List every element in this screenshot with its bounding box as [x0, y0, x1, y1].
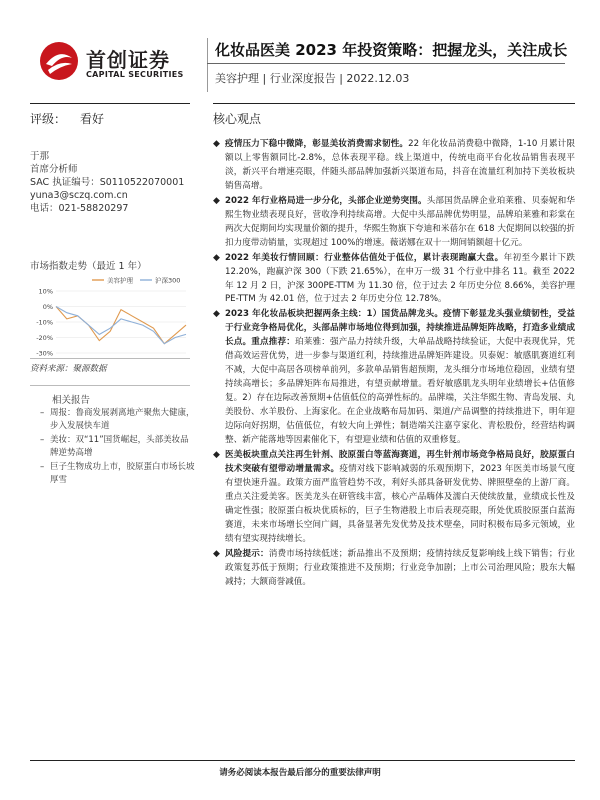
chart-ytick-label: -20% [36, 334, 53, 342]
paragraph-lead: 风险提示： [225, 548, 269, 559]
footer-disclaimer: 请务必阅读本报告最后部分的重要法律声明 [219, 768, 381, 778]
logo-en-text: CAPITAL SECURITIES [86, 70, 184, 79]
core-paragraph [213, 308, 575, 448]
right-header-rule [213, 103, 575, 104]
rating-label: 评级： [30, 112, 67, 126]
paragraph-lead: 2023 年化妆品板块把握两条主线：1）国货品牌龙头。疫情下彰显龙头强业绩韧性，受益于行业竞争格局优化，头部品牌市场地位得到加强，持续推进品牌矩阵战略，打造多业绩成长点。重点推荐： [225, 309, 575, 348]
chart-ytick-label: 10% [38, 287, 53, 296]
company-logo [38, 40, 198, 86]
analyst-phone: 电话：021-58820297 [30, 203, 129, 214]
core-paragraph [213, 138, 575, 194]
logo-emblem-icon [38, 40, 80, 82]
paragraph-lead: 医美板块重点关注再生针剂、胶原蛋白等蓝海赛道，再生针剂市场竞争格局良好，胶原蛋白技术突破有望带动增量需求。 [225, 449, 575, 474]
report-subtitle: 美容护理 | 行业深度报告 | 2022.12.03 [215, 72, 410, 85]
title-rule [207, 63, 565, 64]
analyst-info [30, 150, 190, 215]
core-paragraph [213, 195, 575, 251]
paragraph-text: 年初至今累计下跌 12.20%，跑赢沪深 300（下跌 21.65%），在申万一级 31 个行业中排名 11。截至 2022 年 12 月 2 日，沪深 300PE-TTM 为 11.30 倍，位于过去 2 年历史分位 8.66%，美容护理 PE-TTM 为 42.01 倍，位于过去 2 年历史分位 12.78%。 [225, 252, 575, 305]
dash-icon: – [40, 435, 45, 445]
paragraph-lead: 2022 年美妆行情回顾：行业整体估值处于低位，累计表现跑赢大盘。 [225, 252, 504, 263]
related-report-item[interactable] [40, 461, 195, 486]
chart-source: 资料来源：聚源数据 [30, 364, 107, 374]
paragraph-text: 消费市场持续低迷；新品推出不及预期；疫情持续反复影响线上线下销售；行业政策复苏低于预期；行业政策推进不及预期；行业竞争加剧；上市公司治理风险；股东大幅减持；大额商誉减值。 [225, 548, 575, 587]
logo-cn-text: 首创证券 [86, 48, 170, 72]
core-view-body [213, 138, 575, 591]
report-title: 化妆品医美 2023 年投资策略：把握龙头，关注成长 [215, 41, 568, 59]
chart-ytick-label: 0% [42, 303, 53, 311]
series-line [56, 307, 186, 344]
paragraph-text: 头部国货品牌企业珀莱雅、贝泰妮和华熙生物业绩表现良好，营收净利持续高增。大促中头部品牌优势明显，品牌珀莱雅和彩棠在两次大促期间均实现量价额的提升，华熙生物旗下夸迪和米蓓尔在 618 大促期间以较强的折扣力度带动销量，实现超过 100%的增速。薇诺娜在双十一期间销额超十亿元。 [225, 195, 575, 248]
rating [30, 110, 104, 127]
related-report-text: 巨子生物成功上市，胶原蛋白市场长坡厚雪 [50, 462, 195, 485]
related-report-text: 周报：鲁商发展剥离地产聚焦大健康，步入发展快车道 [50, 408, 195, 431]
core-paragraph [213, 548, 575, 590]
dash-icon: – [40, 462, 45, 472]
paragraph-text: 22 年化妆品消费稳中微降，1-10 月累计限额以上零售额同比-2.8%，总体表现平稳。线上渠道中，传统电商平台化妆品销售表现平淡，新兴平台增速亮眼，伴随头部品牌加强新兴渠道布局，抖音在流量红利加持下美妆板块销售高增。 [225, 139, 575, 191]
analyst-email[interactable]: yuna3@sczq.com.cn [30, 190, 128, 201]
market-index-chart [30, 273, 190, 358]
chart-title: 市场指数走势（最近 1 年） [30, 261, 147, 272]
related-rule [30, 385, 190, 386]
legend-label: 沪深300 [155, 276, 181, 285]
header-divider [207, 38, 208, 92]
related-report-item[interactable] [40, 434, 195, 459]
core-paragraph [213, 252, 575, 308]
paragraph-text: 珀莱雅：强产品力持续升级，大单品战略持续验证，大促中表现优异，凭借高效运营优势，进一步参与渠道红利，持续推进品牌矩阵建设。贝泰妮：敏感肌赛道红利不减，大促中高居各项榜单前列，多款单品销售超预期，龙头细分市场地位稳固，业绩有望持续高增长；多品牌矩阵布局推进，有望贡献增量。看好敏感肌龙头明年业绩增长+估值修复。2）存在边际改善预期+估值低位的高弹性标的。品牌端，关注华熙生物、青岛发展、丸美股份、水羊股份、上海家化。在企业战略布局加码、渠道/产品调整的持续推进下，明年迎边际向好拐期，估值低位，有较大向上弹性；制造端关注嘉亨家化、青松股份，经营结构调整、新产能落地等因素催化下，有望迎业绩和估值的双重修复。 [225, 337, 575, 446]
series-line [56, 307, 186, 344]
analyst-name: 于那 [30, 151, 50, 162]
diamond-bullet-icon: ◆ [213, 252, 220, 263]
diamond-bullet-icon: ◆ [213, 195, 220, 206]
paragraph-lead: 2022 年行业格局进一步分化，头部企业逆势突围。 [225, 195, 427, 206]
related-title: 相关报告 [52, 395, 91, 406]
diamond-bullet-icon: ◆ [213, 309, 220, 320]
left-header-rule [30, 103, 190, 104]
report-header [0, 0, 600, 95]
related-reports [40, 407, 195, 488]
chart-ytick-label: -10% [36, 318, 53, 327]
paragraph-text: 疫情对线下影响减弱的乐观预期下，2023 年医美市场景气度有望快速升温。政策方面严监管趋势不改，利好头部具备研发优势、牌照壁垒的上游厂商。重点关注爱美客。医美龙头在研管线丰富，核心产品嗨体及濡白天使续放量，业绩成长性及确定性强；胶原蛋白板块优质标的，巨子生物港股上市后表现亮眼，所处优质胶原蛋白蓝海赛道，未来市场增长空间广阔，具备显著先发优势及技术壁垒，同时积极布局多元领域，业绩有望实现持续增长。 [225, 463, 575, 544]
chart-ytick-label: -30% [36, 349, 53, 358]
diamond-bullet-icon: ◆ [213, 548, 220, 559]
analyst-role: 首席分析师 [30, 164, 78, 175]
source-rule [30, 358, 190, 359]
diamond-bullet-icon: ◆ [213, 449, 220, 460]
related-report-text: 美妆：双“11”国货崛起，头部美妆品牌逆势高增 [50, 435, 189, 458]
dash-icon: – [40, 408, 45, 418]
legend-label: 美容护理 [107, 276, 133, 285]
core-paragraph [213, 449, 575, 547]
analyst-sac: SAC 执证编号：S0110522070001 [30, 177, 185, 188]
related-report-item[interactable] [40, 407, 195, 432]
paragraph-lead: 疫情压力下稳中微降，彰显美妆消费需求韧性。 [225, 139, 409, 149]
footer-rule [30, 760, 575, 761]
rating-value: 看好 [80, 112, 105, 126]
diamond-bullet-icon: ◆ [213, 139, 220, 149]
core-view-header: 核心观点 [213, 112, 262, 126]
